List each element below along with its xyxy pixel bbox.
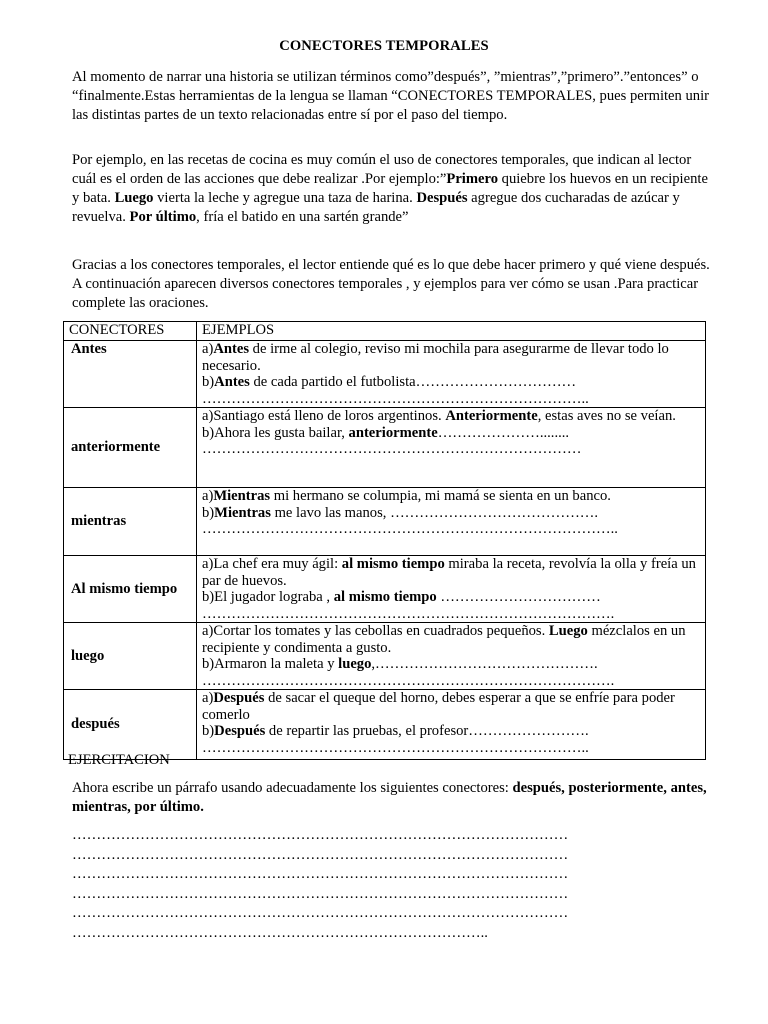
bold-connector: Por último bbox=[129, 209, 197, 225]
example-text: a) bbox=[202, 488, 214, 504]
example-text: a)Cortar los tomates y las cebollas en cuadrados pequeños. bbox=[202, 623, 549, 639]
bold-connector: Antes bbox=[213, 341, 250, 357]
example-a bbox=[202, 488, 701, 505]
example-text: mézclalos en un recipiente y condimenta a gusto. bbox=[202, 623, 686, 656]
fill-in-line: …………………………………………………………………….. bbox=[202, 390, 589, 407]
connector-term: anteriormente bbox=[64, 408, 197, 488]
connector-term: Antes bbox=[64, 341, 197, 408]
examples-cell bbox=[197, 341, 706, 408]
example-text: a) bbox=[202, 341, 214, 357]
example-a bbox=[202, 556, 701, 589]
example-text: Por ejemplo, en las recetas de cocina es muy común el uso de conectores temporales, que indican al lector cuál es el orden de las acciones que debe realizar .Por ejemplo:” bbox=[72, 152, 692, 187]
connectors-list: después, posteriormente, antes, mientras, por último. bbox=[72, 780, 707, 815]
example-b bbox=[202, 425, 701, 442]
example-text: …………………………… bbox=[436, 589, 601, 605]
page-title: CONECTORES TEMPORALES bbox=[279, 38, 489, 54]
writing-line: ………………………………………………………………………………………… bbox=[72, 885, 569, 902]
example-text: b)Ahora les gusta bailar, bbox=[202, 424, 349, 441]
intro-paragraph: Al momento de narrar una historia se utilizan términos como”después”, ”mientras”,”primero”.”entonces” o “finalmente.Estas herramientas de la lengua se llaman “CONECTORES TEMPORALES, pues permiten unir las distintas partes de un texto relacionadas entre sí por el paso del tiempo. bbox=[72, 69, 709, 123]
table-row bbox=[64, 341, 706, 408]
instructions-paragraph: Gracias a los conectores temporales, el lector entiende qué es lo que debe hacer primero y qué viene después. A continuación aparecen diversos conectores temporales , y ejemplos para ver cómo se usan .Para practicar complete las oraciones. bbox=[72, 257, 710, 311]
fill-in-line: …………………………………………………………………………. bbox=[202, 605, 615, 622]
bold-connector: Mientras bbox=[214, 504, 271, 521]
example-text: b) bbox=[202, 504, 215, 521]
writing-line: ………………………………………………………………………………………… bbox=[72, 827, 569, 843]
connectors-table bbox=[63, 321, 706, 760]
example-text: miraba la receta, revolvía la olla y freía un par de huevos. bbox=[202, 556, 696, 589]
fill-in-line: …………………………………………………………………………. bbox=[202, 672, 615, 689]
bold-connector: Luego bbox=[548, 623, 588, 639]
example-text: vierta la leche y agregue una taza de harina. bbox=[153, 190, 417, 206]
bold-connector: Antes bbox=[214, 374, 250, 390]
writing-line: ………………………………………………………………………………………… bbox=[72, 866, 569, 882]
example-text: b) bbox=[202, 374, 215, 390]
example-text: de cada partido el futbolista…………………………… bbox=[249, 374, 577, 390]
examples-cell bbox=[197, 408, 706, 488]
example-a bbox=[202, 408, 701, 425]
example-b bbox=[202, 589, 701, 606]
bold-connector: anteriormente bbox=[348, 424, 438, 441]
example-b bbox=[202, 505, 701, 522]
example-text: de sacar el queque del horno, debes esperar a que se enfríe para poder comerlo bbox=[202, 690, 675, 723]
bold-connector: al mismo tiempo bbox=[333, 589, 437, 605]
prompt-text: Ahora escribe un párrafo usando adecuadamente los siguientes conectores: bbox=[72, 780, 513, 796]
example-a bbox=[202, 690, 701, 723]
fill-in-line: …………………………………………………………………… bbox=[202, 441, 582, 457]
bold-connector: Después bbox=[214, 723, 266, 739]
table-row bbox=[64, 488, 706, 556]
example-text: quiebre los huevos en un recipiente y bata. bbox=[72, 171, 708, 206]
writing-line: ………………………………………………………………………………………… bbox=[72, 905, 569, 921]
exercise-prompt bbox=[72, 779, 712, 817]
fill-in-line: …………………………………………………………………….. bbox=[202, 739, 589, 756]
table-row bbox=[64, 623, 706, 690]
examples-cell bbox=[197, 556, 706, 623]
writing-area bbox=[72, 826, 712, 943]
bold-connector: Después bbox=[213, 690, 265, 706]
bold-connector: luego bbox=[338, 656, 372, 672]
example-text: , fría el batido en una sartén grande” bbox=[196, 209, 409, 225]
example-b bbox=[202, 723, 701, 740]
fill-in-line: ………………………………………………………………………….. bbox=[202, 521, 618, 537]
example-text: a) bbox=[202, 690, 214, 706]
table-row bbox=[64, 408, 706, 488]
exercise-heading: EJERCITACION bbox=[68, 752, 170, 768]
example-text: ,………………………………………. bbox=[371, 656, 598, 672]
bold-connector: Anteriormente bbox=[445, 408, 538, 424]
example-text: de repartir las pruebas, el profesor……………………. bbox=[265, 723, 589, 739]
example-text: b)El jugador lograba , bbox=[202, 589, 334, 605]
bold-connector: al mismo tiempo bbox=[341, 556, 445, 572]
bold-connector: Primero bbox=[446, 171, 498, 187]
table-header-row bbox=[64, 322, 706, 341]
examples-cell bbox=[197, 690, 706, 760]
example-text: a)La chef era muy ágil: bbox=[202, 556, 342, 572]
example-text: agregue dos cucharadas de azúcar y revuelva. bbox=[72, 190, 680, 225]
examples-cell bbox=[197, 488, 706, 556]
example-text: …………………........ bbox=[437, 424, 570, 441]
example-text: me lavo las manos, ……………………………………. bbox=[270, 504, 599, 521]
connector-term: después bbox=[64, 690, 197, 760]
example-text: b) bbox=[202, 723, 215, 739]
example-text: de irme al colegio, reviso mi mochila para asegurarme de llevar todo lo necesario. bbox=[202, 341, 669, 374]
examples-cell bbox=[197, 623, 706, 690]
column-header-conectores: CONECTORES bbox=[64, 322, 197, 341]
example-b bbox=[202, 374, 701, 391]
connector-term: mientras bbox=[64, 488, 197, 556]
bold-connector: Después bbox=[416, 190, 468, 206]
example-text: , estas aves no se veían. bbox=[537, 408, 676, 424]
example-a bbox=[202, 623, 701, 656]
table-row bbox=[64, 690, 706, 760]
writing-line: ………………………………………………………………………….. bbox=[72, 924, 488, 941]
example-text: a)Santiago está lleno de loros argentinos. bbox=[202, 408, 446, 424]
example-paragraph bbox=[72, 151, 712, 227]
example-text: b)Armaron la maleta y bbox=[202, 656, 339, 672]
bold-connector: Mientras bbox=[213, 488, 271, 504]
example-a bbox=[202, 341, 701, 374]
connector-term: luego bbox=[64, 623, 197, 690]
connector-term: Al mismo tiempo bbox=[64, 556, 197, 623]
example-b bbox=[202, 656, 701, 673]
column-header-ejemplos: EJEMPLOS bbox=[197, 322, 706, 341]
writing-line: ………………………………………………………………………………………… bbox=[72, 846, 569, 863]
table-row bbox=[64, 556, 706, 623]
example-text: mi hermano se columpia, mi mamá se sienta en un banco. bbox=[270, 488, 611, 504]
bold-connector: Luego bbox=[114, 190, 154, 206]
